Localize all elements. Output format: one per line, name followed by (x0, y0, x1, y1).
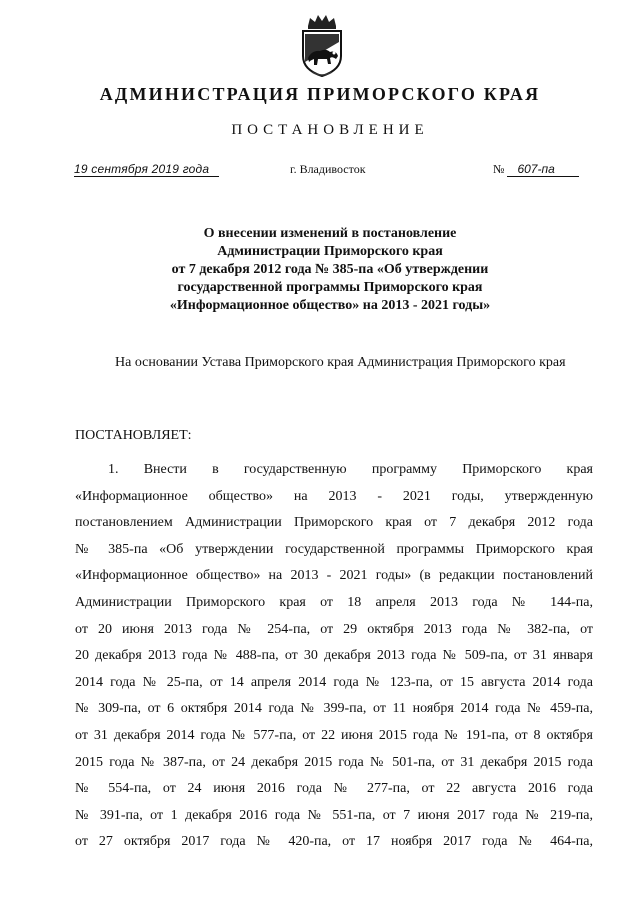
paragraph-line: 2015 года № 387-па, от 24 декабря 2015 года № 501-па, от 31 декабря 2015 года (75, 754, 593, 770)
item-1-paragraph (75, 457, 593, 856)
decree-word: ПОСТАНОВЛЯЕТ: (75, 428, 192, 443)
paragraph-line: № 309-па, от 6 октября 2014 года № 399-па, от 11 ноября 2014 года № 459-па, (75, 701, 593, 717)
document-subject (100, 225, 560, 315)
subject-line: от 7 декабря 2012 года № 385-па «Об утверждении (171, 262, 489, 277)
paragraph-line: № 391-па, от 1 декабря 2016 года № 551-па, от 7 июня 2017 года № 219-па, (75, 807, 593, 823)
paragraph-line: 20 декабря 2013 года № 488-па, от 30 декабря 2013 года № 509-па, от 31 января (75, 648, 593, 664)
paragraph-line: от 31 декабря 2014 года № 577-па, от 22 июня 2015 года № 191-па, от 8 октября (75, 727, 593, 743)
basis-paragraph: На основании Устава Приморского края Администрация Приморского края (115, 355, 566, 370)
paragraph-line: Администрации Приморского края от 18 апреля 2013 года № 144-па, (75, 594, 593, 610)
subject-line: Администрации Приморского края (217, 244, 443, 259)
number-value: 607-па (507, 162, 579, 177)
paragraph-line: от 20 июня 2013 года № 254-па, от 29 октября 2013 года № 382-па, от (75, 621, 593, 637)
paragraph-line: «Информационное общество» на 2013 - 2021 годы, утвержденную (75, 488, 593, 504)
paragraph-line: от 27 октября 2017 года № 420-па, от 17 ноября 2017 года № 464-па, (75, 834, 593, 850)
document-date: 19 сентября 2019 года (74, 162, 219, 177)
number-label: № (493, 162, 505, 176)
document-city: г. Владивосток (290, 162, 366, 176)
organization-title: АДМИНИСТРАЦИЯ ПРИМОРСКОГО КРАЯ (99, 84, 541, 104)
paragraph-line: постановлением Администрации Приморского края от 7 декабря 2012 года (75, 515, 593, 531)
subject-line: О внесении изменений в постановление (203, 226, 457, 241)
paragraph-line: «Информационное общество» на 2013 - 2021 годы» (в редакции постановлений (75, 568, 593, 584)
subject-line: государственной программы Приморского края (177, 280, 483, 295)
subject-line: «Информационное общество» на 2013 - 2021 годы» (169, 298, 491, 313)
coat-of-arms-icon (296, 12, 348, 80)
paragraph-line: 2014 года № 25-па, от 14 апреля 2014 года № 123-па, от 15 августа 2014 года (75, 674, 593, 690)
document-number (493, 162, 579, 177)
paragraph-line: № 554-па, от 24 июня 2016 года № 277-па, от 22 августа 2016 года (75, 781, 593, 797)
paragraph-line: № 385-па «Об утверждении государственной программы Приморского края (75, 541, 593, 557)
document-type: ПОСТАНОВЛЕНИЕ (231, 122, 429, 138)
paragraph-line: 1. Внести в государственную программу Приморского края (108, 462, 593, 477)
